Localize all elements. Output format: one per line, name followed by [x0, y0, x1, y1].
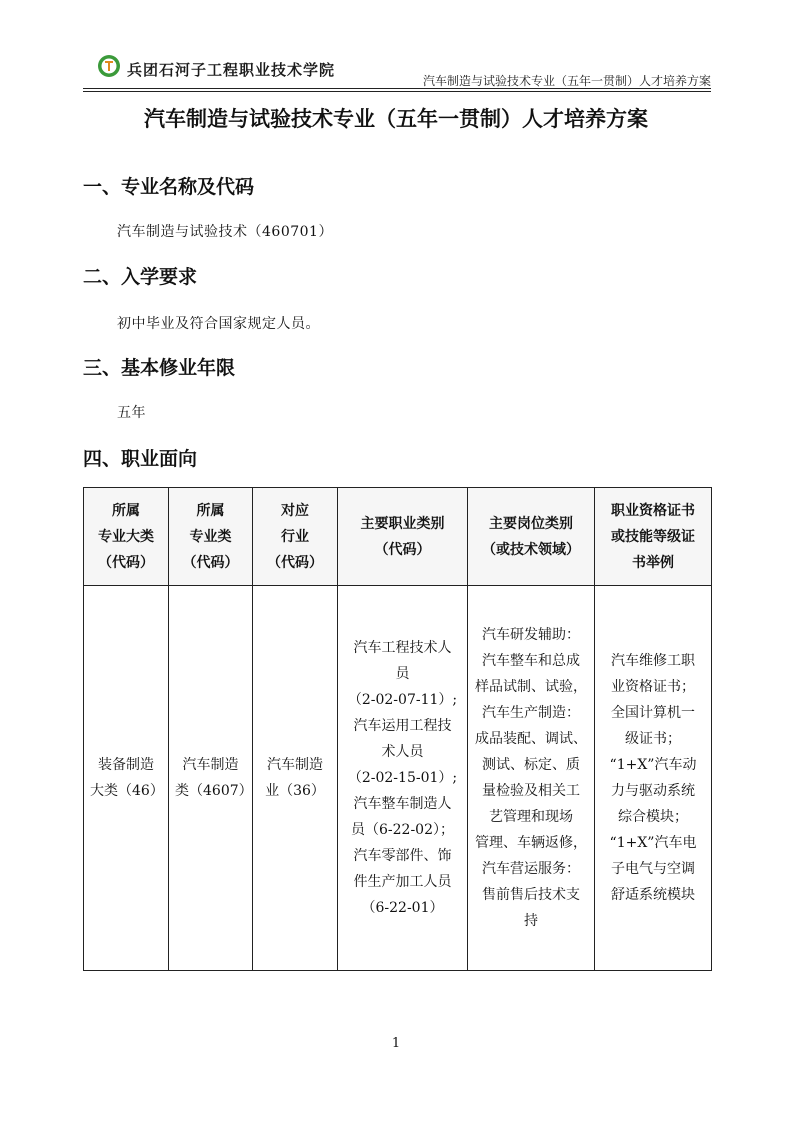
header-line: 书举例: [632, 554, 674, 571]
cell-line: 大类（46）: [90, 783, 164, 799]
section-heading-2: 二、入学要求: [83, 266, 198, 288]
header-rule: [83, 88, 711, 89]
cell-line: 业资格证书；: [611, 679, 695, 695]
body-cell: [84, 586, 169, 971]
table-row: [84, 586, 712, 971]
cell-line: 量检验及相关工: [482, 783, 580, 799]
cell-line: 汽车维修工职: [611, 653, 695, 669]
table-header-row: [84, 488, 712, 586]
cell-line: 测试、标定、质: [482, 757, 580, 773]
section-heading-3: 三、基本修业年限: [83, 357, 236, 379]
cell-line: 管理、车辆返修，: [475, 835, 587, 851]
header-doc-title: 汽车制造与试验技术专业（五年一贯制）人才培养方案: [422, 74, 711, 88]
cell-line: 舒适系统模块: [611, 887, 695, 903]
cell-line: 综合模块；: [618, 809, 688, 825]
cell-line: “1+X”汽车动: [609, 757, 697, 773]
cell-line: 汽车营运服务：: [482, 861, 580, 877]
cell-line: （2-02-15-01）;: [347, 770, 458, 786]
section-heading-1: 一、专业名称及代码: [83, 176, 255, 198]
cell-line: 汽车生产制造：: [482, 705, 580, 721]
cell-line: 子电气与空调: [611, 861, 695, 877]
body-cell: [468, 586, 595, 971]
cell-line: （6-22-01）: [361, 900, 444, 916]
header-line: 主要职业类别: [360, 515, 445, 532]
cell-line: 汽车整车和总成: [482, 653, 580, 669]
header-cell: [84, 488, 169, 586]
cell-line: 件生产加工人员: [353, 874, 452, 890]
cell-line: 类（4607）: [175, 783, 253, 799]
cell-line: 汽车研发辅助：: [482, 627, 580, 643]
header-line: 主要岗位类别: [489, 515, 573, 532]
page-header: [83, 50, 711, 86]
school-logo-icon: [97, 54, 121, 78]
header-rule-thin: [83, 91, 711, 92]
header-line: 专业大类: [98, 528, 154, 545]
page-number: 1: [391, 1036, 401, 1051]
header-line: 专业类: [189, 528, 232, 545]
header-line: 对应: [281, 502, 309, 519]
header-cell: [169, 488, 253, 586]
occupation-table: [83, 487, 712, 971]
header-line: 行业: [281, 528, 309, 545]
body-cell: [169, 586, 253, 971]
cell-line: 汽车零部件、饰: [353, 848, 452, 864]
header-line: （代码）: [98, 554, 154, 571]
section-heading-4: 四、职业面向: [83, 448, 198, 470]
body-cell: [338, 586, 468, 971]
header-line: 或技能等级证: [611, 528, 695, 545]
header-line: 所属: [112, 502, 140, 519]
body-cell: [253, 586, 338, 971]
cell-line: 员: [395, 666, 410, 682]
header-cell: [468, 488, 595, 586]
section-body-3: 五年: [117, 405, 146, 421]
cell-line: 汽车制造: [267, 757, 323, 773]
cell-line: 业（36）: [265, 783, 325, 799]
header-cell: [338, 488, 468, 586]
cell-line: 全国计算机一: [611, 705, 695, 721]
cell-line: 术人员: [381, 744, 424, 760]
header-line: 职业资格证书: [611, 502, 695, 519]
header-line: （代码）: [374, 541, 431, 558]
header-cell: [253, 488, 338, 586]
header-line: （代码）: [267, 554, 323, 571]
cell-line: 艺管理和现场: [489, 809, 573, 825]
header-line: （或技术领域）: [482, 541, 580, 558]
cell-line: 样品试制、试验，: [475, 679, 587, 695]
cell-line: 力与驱动系统: [611, 783, 695, 799]
cell-line: 汽车整车制造人: [353, 796, 452, 812]
cell-line: 员（6-22-02）；: [351, 822, 454, 838]
cell-line: “1+X”汽车电: [609, 835, 697, 851]
cell-line: 成品装配、调试、: [475, 731, 587, 747]
cell-line: （2-02-07-11）;: [347, 692, 458, 708]
header-line: （代码）: [182, 554, 239, 571]
header-cell: [595, 488, 712, 586]
cell-line: 汽车运用工程技: [353, 718, 452, 734]
body-cell: [595, 586, 712, 971]
school-name: 兵团石河子工程职业技术学院: [127, 61, 336, 79]
cell-line: 级证书；: [625, 731, 681, 747]
page-title: 汽车制造与试验技术专业（五年一贯制）人才培养方案: [144, 107, 648, 131]
section-body-2: 初中毕业及符合国家规定人员。: [117, 316, 320, 332]
cell-line: 持: [524, 913, 538, 929]
cell-line: 售前售后技术支: [482, 887, 580, 903]
cell-line: 汽车工程技术人: [353, 640, 452, 656]
section-body-1: 汽车制造与试验技术（460701）: [117, 224, 333, 240]
cell-line: 装备制造: [98, 757, 154, 773]
header-line: 所属: [196, 502, 225, 519]
cell-line: 汽车制造: [182, 757, 239, 773]
